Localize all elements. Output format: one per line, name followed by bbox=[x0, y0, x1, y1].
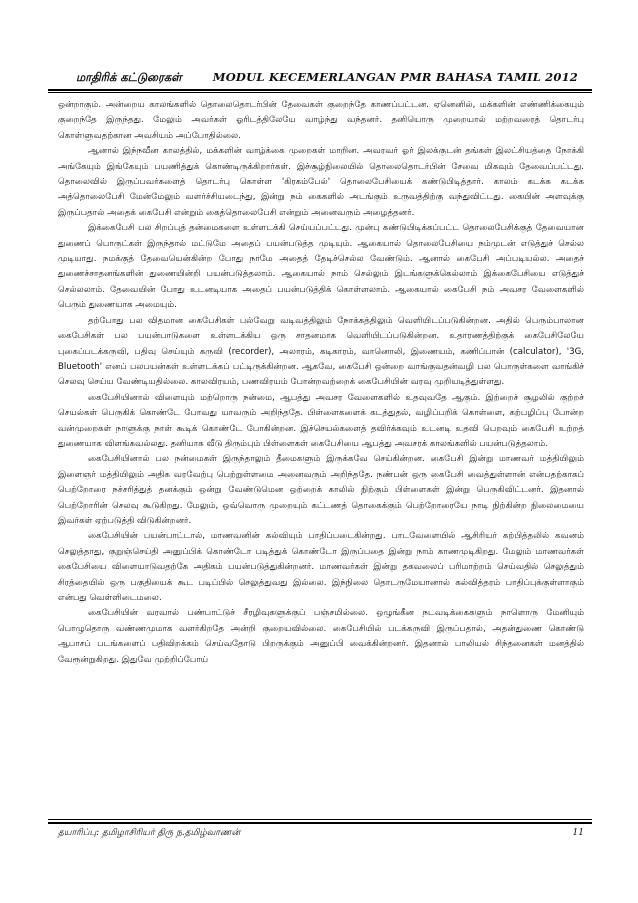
footer-rule bbox=[48, 822, 592, 824]
paragraph-2: ஆனால் இந்நவீன காலத்தில், மக்களின் வாழ்க்கை முறைகள் மாறின. அவரவர் ஓர் இலக்குடன் தங்கள் இலட்சியத்தை நோக்கி அங்கேயும் இங்கேயும் பயணித்துக் கொண்டிருக்கிறார்கள். இச்சூழ்நிலையில் தொலைதொடர்பின் சேவை மிகவும் தேவைப்பட்டது. தொலைவில் இருப்பவர்களைத் தொடர்பு கொள்ள 'கிரகம்பேல்' தொலைபேசியைக் கண்டுபிடித்தார். காலம் கடக்க கடக்க அத்தொலைபேசி மேன்மேலும் வளர்ச்சியடைந்து, இன்று நம் கைகளில் அடங்கும் உருவத்திற்கு வந்துவிட்டது. கையின் அளவுக்கு இருப்பதால் அதைக் கைபேசி என்றும் கைத்தொலைபேசி என்றும் அனைவரும் அழைத்தனர். bbox=[58, 146, 584, 218]
paragraph-7: கைபேசியின் பயன்பாட்டால், மாணவனின் கல்வியும் பாதிப்படைகின்றது. பாடவேளையில் ஆசிரியர் கற்பித்தலில் கவனம் செலுத்தாது, குறுஞ்செய்தி அனுப்பிக் கொண்டோ படித்துக் கொண்டோ இருப்பதை இன்று நாம் காணமுடிகிறது. மேலும் மாணவர்கள் கைபேசியை விளையாடுவதற்கே அதிகம் பயன்படுத்துகின்றனர். மாணவர்கள் இன்று தகவலைப் பரிமாற்றம் செய்வதில் செலுத்தும் சிரத்தையில் ஒரு பகுதியைக் கூட படிப்பில் செலுத்துவது இல்லை. இந்நிலை தொடருமேயானால் கல்வித்தரம் பாதிப்புக்குள்ளாகும் என்பது வெள்ளிடைமலை. bbox=[58, 531, 584, 603]
page-number: 11 bbox=[572, 828, 584, 838]
page-footer bbox=[58, 828, 584, 839]
paragraph-4: தற்போது பல விதமான கைபேசிகள் பல்வேறு வடிவத்திலும் நோக்கத்திலும் வெளியிடப்படுகின்றன. அதில் பெரும்பாலான கைபேசிகள் பல பயன்பாடுகளை உள்ளடக்கிய ஒரு சாதனமாக வெளியிடப்படுகின்றன. உதாரணத்திற்குக் கைபேசிலேயே புகைப்படக்கருவி, பதிவு செய்யும் கருவி (recorder), அலாரம், கடிகாரம், வானொலி, இணையம், கணிப்பான் (calculator), '3G, Bluetooth' எனப் பலபயன்கள் உள்ளடக்கப் பட்டிருக்கின்றன. ஆகவே, கைபேசி ஒன்றை வாங்குவதன்வழி பல பொருள்களை வாங்கிச் செலவு செய்ய வேண்டியதில்லை. காலவிரயம், பணவிரயம் போன்றவற்றைக் கைபேசியின் வரவு முறியடித்துள்ளது. bbox=[58, 315, 584, 388]
footer-credit: தயாரிப்பு: தமிழாசிரியர் திரு ந.தமிழ்வாணன் bbox=[58, 828, 241, 838]
header-rule bbox=[48, 89, 592, 91]
header-title-module: MODUL KECEMERLANGAN PMR BAHASA TAMIL 2012 bbox=[212, 70, 578, 84]
page-header bbox=[52, 70, 592, 86]
essay-body bbox=[58, 98, 584, 786]
header-rule-thin bbox=[48, 92, 592, 93]
footer-rule-thin bbox=[48, 819, 592, 820]
paragraph-1: ஒன்றாகும். அன்றைய காலங்களில் தொலைதொடர்பின் தேவைகள் குறைந்தே காணப்பட்டன. ஏனெனில், மக்களின் எண்ணிக்கையும் குறைந்தே இருந்தது. மேலும் அவர்கள் ஓரிடத்திலேயே வாழ்ந்து வந்தனர். தனியொரு முறையால் மற்றவரைத் தொடர்பு கொள்ளுவதற்கான அவசியம் அப்போதில்லை. bbox=[58, 100, 584, 141]
header-title-tamil: மாதிரிக் கட்டுரைகள் bbox=[76, 70, 182, 84]
paragraph-3: இக்கைபேசி பல சிறப்புத் தன்மைகளை உள்ளடக்கி செய்யப்பட்டது. முன்பு கண்டுபிடிக்கப்பட்ட தொலைபேசிக்குத் தேவையான துணைப் பொருட்கள் இருந்தால் மட்டுமே அதைப் பயன்படுத்த முடியும். ஆகையால் தொலைபேசியை நம்முடன் எடுத்துச் செல்ல முடியாது. நமக்குத் தேவையென்கின்ற போது நாமே அதைத் தேடிச்செல்ல வேண்டும். ஆனால் கைபேசி அப்படியல்ல. அதைச் துணைச்சாதனங்களின் துணையின்றி பயன்படுத்தலாம். ஆகையால் நாம் செல்லும் இடங்களுக்கெல்லாம் இக்கைபேசியை எடுத்துச் செல்லலாம். தேவையின் போது உடனடியாக அதைப் பயன்படுத்திக் கொள்ளலாம். ஆகையால் கைபேசி நம் அவசர வேளைகளில் பெரும் துணையாக அமையும். bbox=[58, 223, 584, 311]
paragraph-8: கைபேசியின் வரவால் பண்பாட்டுச் சீரழிவுகளுக்குப் பஞ்சமில்லை. ஒழுங்கீன நடவடிக்கைகளும் நாளொரு மேனியும் பொழுதொரு வண்ணமுமாக வளர்கிறதே அன்றி குறையவில்லை. கைபேசியில் படக்கருவி இருப்பதால், அதன்துணை கொண்டு ஆபாசப் படங்களைப் பதிவிறக்கம் செய்வதோடு பிறருக்கும் அனுப்பி வைக்கின்றனர். இதனால் பாலியல் சிந்தனைகள் மனத்தில் வேரூன்றுகிறது. இதுவே முற்றிப்போய் bbox=[58, 608, 584, 665]
paragraph-6: கைபேசியினால் பல நன்மைகள் இருந்தாலும் தீமைகளும் இருக்கவே செய்கின்றன. கைபேசி இன்று மாணவர் மத்தியிலும் இளைஞர் மத்தியிலும் அதிக வரவேற்பு பெற்றுள்ளமை அனைவரும் அறிந்ததே. நண்பன் ஒரு கைபேசி வைத்துள்ளான் என்பதற்காகப் பெற்றோரை நச்சரித்துத் தனக்கும் ஒன்று வேண்டுமென ஒற்றைக் காலில் நிற்கும் பிள்ளைகள் இன்று பெருகிவிட்டனர். இதனால் பெற்றோரின் செலவு கூடுகிறது. மேலும், ஒவ்வொரு முறையும் கட்டணத் தொகைக்கும் பெற்றோரையே நாடி நிற்கின்ற நிலைமையை இவர்கள் ஏற்படுத்தி விடுகின்றனர். bbox=[58, 454, 584, 526]
paragraph-5: கைபேசியினால் விளையும் மற்றொரு நன்மை, ஆபத்து அவசர வேளைகளில் உதவுவதே ஆகும். இற்றைச் சூழலில் குற்றச் செயல்கள் பெருகிக் கொண்டே போவது யாவரும் அறிந்ததே. பிள்ளைகளைக் கடத்துதல், வழிப்பறிக் கொள்ளை, கற்பழிப்பு போன்ற வன்முறைகள் நாளுக்கு நாள் கூடிக் கொண்டே போகின்றன. இச்செயல்களைத் தவிர்க்கவும் உடனடி உதவி பெறவும் கைபேசி உற்றத் துணையாக விளங்கவல்லது. தனியாக வீடு திரும்பும் பிள்ளைகள் கைபேசியை ஆபத்து அவசரக் காலங்களில் பயன்படுத்தலாம். bbox=[58, 392, 584, 449]
